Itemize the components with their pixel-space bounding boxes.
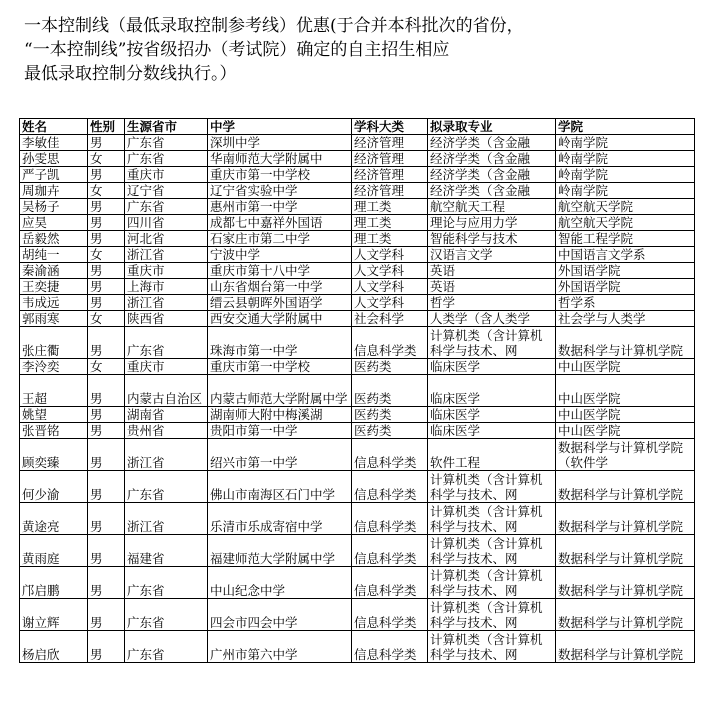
cell-category: 人文学科	[352, 263, 428, 279]
cell-category: 理工类	[352, 199, 428, 215]
cell-college: 数据科学与计算机学院	[556, 327, 695, 359]
cell-major: 计算机类（含计算机科学与技术、网	[428, 327, 556, 359]
cell-school: 绍兴市第一中学	[208, 439, 352, 471]
cell-major: 经济学类（含金融	[428, 135, 556, 151]
cell-name: 何少渝	[20, 471, 88, 503]
cell-name: 李泠奕	[20, 359, 88, 375]
cell-major: 计算机类（含计算机科学与技术、网	[428, 599, 556, 631]
cell-name: 孙雯思	[20, 151, 88, 167]
table-row	[20, 135, 695, 151]
cell-gender: 男	[88, 503, 125, 535]
intro-paragraph	[24, 14, 704, 86]
table-row	[20, 247, 695, 263]
cell-college: 中山医学院	[556, 375, 695, 407]
cell-college: 数据科学与计算机学院	[556, 471, 695, 503]
cell-gender: 男	[88, 599, 125, 631]
table-row	[20, 503, 695, 535]
cell-gender: 男	[88, 327, 125, 359]
cell-school: 内蒙古师范大学附属中学	[208, 375, 352, 407]
cell-name: 王超	[20, 375, 88, 407]
cell-province: 广东省	[125, 199, 208, 215]
cell-province: 广东省	[125, 327, 208, 359]
table-row	[20, 295, 695, 311]
cell-school: 山东省烟台第一中学	[208, 279, 352, 295]
cell-category: 信息科学类	[352, 567, 428, 599]
cell-school: 西安交通大学附属中	[208, 311, 352, 327]
column-header-name: 姓名	[20, 119, 88, 135]
cell-province: 福建省	[125, 535, 208, 567]
cell-province: 广东省	[125, 151, 208, 167]
cell-name: 张晋铭	[20, 423, 88, 439]
cell-gender: 男	[88, 407, 125, 423]
cell-province: 上海市	[125, 279, 208, 295]
cell-province: 广东省	[125, 135, 208, 151]
table-row	[20, 279, 695, 295]
cell-province: 内蒙古自治区	[125, 375, 208, 407]
cell-name: 李敏佳	[20, 135, 88, 151]
cell-college: 数据科学与计算机学院	[556, 535, 695, 567]
column-header-college: 学院	[556, 119, 695, 135]
cell-major: 软件工程	[428, 439, 556, 471]
cell-school: 辽宁省实验中学	[208, 183, 352, 199]
column-header-category: 学科大类	[352, 119, 428, 135]
cell-name: 周珈卉	[20, 183, 88, 199]
cell-school: 缙云县朝晖外国语学	[208, 295, 352, 311]
cell-name: 秦渝涵	[20, 263, 88, 279]
cell-gender: 男	[88, 135, 125, 151]
cell-name: 黄雨庭	[20, 535, 88, 567]
cell-category: 经济管理	[352, 167, 428, 183]
cell-college: 岭南学院	[556, 183, 695, 199]
cell-gender: 男	[88, 295, 125, 311]
cell-gender: 男	[88, 167, 125, 183]
cell-major: 英语	[428, 263, 556, 279]
cell-category: 理工类	[352, 231, 428, 247]
intro-line: 一本控制线（最低录取控制参考线）优惠(于合并本科批次的省份，	[24, 16, 524, 36]
cell-major: 临床医学	[428, 423, 556, 439]
cell-major: 计算机类（含计算机科学与技术、网	[428, 471, 556, 503]
cell-major: 理论与应用力学	[428, 215, 556, 231]
cell-category: 经济管理	[352, 151, 428, 167]
cell-college: 航空航天学院	[556, 199, 695, 215]
cell-name: 姚望	[20, 407, 88, 423]
cell-gender: 男	[88, 567, 125, 599]
cell-major: 计算机类（含计算机科学与技术、网	[428, 631, 556, 663]
cell-major: 计算机类（含计算机科学与技术、网	[428, 535, 556, 567]
cell-college: 中山医学院	[556, 423, 695, 439]
cell-school: 乐清市乐成寄宿中学	[208, 503, 352, 535]
table-row	[20, 151, 695, 167]
cell-category: 理工类	[352, 215, 428, 231]
cell-category: 经济管理	[352, 135, 428, 151]
cell-school: 佛山市南海区石门中学	[208, 471, 352, 503]
column-header-province: 生源省市	[125, 119, 208, 135]
cell-gender: 女	[88, 183, 125, 199]
cell-name: 郭雨寒	[20, 311, 88, 327]
cell-category: 信息科学类	[352, 503, 428, 535]
cell-college: 社会学与人类学	[556, 311, 695, 327]
cell-school: 广州市第六中学	[208, 631, 352, 663]
cell-school: 宁波中学	[208, 247, 352, 263]
column-header-school: 中学	[208, 119, 352, 135]
cell-school: 四会市四会中学	[208, 599, 352, 631]
cell-school: 珠海市第一中学	[208, 327, 352, 359]
table-row	[20, 215, 695, 231]
cell-school: 重庆市第一中学校	[208, 167, 352, 183]
cell-name: 顾奕臻	[20, 439, 88, 471]
cell-gender: 男	[88, 631, 125, 663]
table-row	[20, 231, 695, 247]
cell-school: 湖南师大附中梅溪湖	[208, 407, 352, 423]
cell-college: 中山医学院	[556, 359, 695, 375]
table-row	[20, 375, 695, 407]
cell-gender: 男	[88, 199, 125, 215]
cell-college: 外国语学院	[556, 263, 695, 279]
column-header-gender: 性别	[88, 119, 125, 135]
cell-gender: 男	[88, 471, 125, 503]
cell-gender: 男	[88, 231, 125, 247]
cell-category: 医药类	[352, 359, 428, 375]
cell-category: 信息科学类	[352, 535, 428, 567]
cell-gender: 男	[88, 215, 125, 231]
cell-province: 浙江省	[125, 439, 208, 471]
table-row	[20, 631, 695, 663]
cell-name: 邝启鹏	[20, 567, 88, 599]
cell-gender: 男	[88, 423, 125, 439]
table-row	[20, 535, 695, 567]
intro-line: “一本控制线”按省级招办（考试院）确定的自主招生相应	[24, 40, 450, 60]
cell-gender: 女	[88, 247, 125, 263]
table-row	[20, 471, 695, 503]
cell-province: 重庆市	[125, 359, 208, 375]
cell-province: 陕西省	[125, 311, 208, 327]
table-row	[20, 167, 695, 183]
cell-major: 汉语言文学	[428, 247, 556, 263]
cell-gender: 女	[88, 359, 125, 375]
cell-category: 医药类	[352, 423, 428, 439]
cell-school: 惠州市第一中学	[208, 199, 352, 215]
cell-province: 广东省	[125, 471, 208, 503]
cell-major: 经济学类（含金融	[428, 151, 556, 167]
table-row	[20, 359, 695, 375]
cell-college: 数据科学与计算机学院（软件学	[556, 439, 695, 471]
cell-school: 成都七中嘉祥外国语	[208, 215, 352, 231]
cell-category: 信息科学类	[352, 327, 428, 359]
cell-category: 信息科学类	[352, 631, 428, 663]
cell-college: 岭南学院	[556, 167, 695, 183]
cell-province: 广东省	[125, 567, 208, 599]
cell-college: 中国语言文学系	[556, 247, 695, 263]
cell-name: 张庄衢	[20, 327, 88, 359]
cell-school: 华南师范大学附属中	[208, 151, 352, 167]
cell-school: 贵阳市第一中学	[208, 423, 352, 439]
cell-province: 浙江省	[125, 247, 208, 263]
cell-category: 经济管理	[352, 183, 428, 199]
table-header-row	[20, 119, 695, 135]
cell-college: 中山医学院	[556, 407, 695, 423]
intro-line: 最低录取控制分数线执行。）	[24, 64, 237, 84]
cell-gender: 男	[88, 279, 125, 295]
cell-school: 中山纪念中学	[208, 567, 352, 599]
cell-college: 外国语学院	[556, 279, 695, 295]
cell-gender: 男	[88, 439, 125, 471]
table-row	[20, 599, 695, 631]
cell-college: 岭南学院	[556, 151, 695, 167]
cell-gender: 女	[88, 311, 125, 327]
cell-name: 胡纯一	[20, 247, 88, 263]
cell-major: 计算机类（含计算机科学与技术、网	[428, 503, 556, 535]
column-header-major: 拟录取专业	[428, 119, 556, 135]
cell-major: 人类学（含人类学	[428, 311, 556, 327]
cell-province: 辽宁省	[125, 183, 208, 199]
cell-major: 经济学类（含金融	[428, 167, 556, 183]
table-row	[20, 567, 695, 599]
table-row	[20, 199, 695, 215]
cell-category: 医药类	[352, 375, 428, 407]
cell-province: 广东省	[125, 599, 208, 631]
table-row	[20, 439, 695, 471]
table-row	[20, 423, 695, 439]
cell-category: 医药类	[352, 407, 428, 423]
cell-college: 岭南学院	[556, 135, 695, 151]
cell-province: 湖南省	[125, 407, 208, 423]
cell-school: 石家庄市第二中学	[208, 231, 352, 247]
cell-name: 杨启欣	[20, 631, 88, 663]
cell-gender: 男	[88, 263, 125, 279]
cell-college: 数据科学与计算机学院	[556, 599, 695, 631]
cell-category: 信息科学类	[352, 471, 428, 503]
table-body	[20, 135, 695, 663]
cell-major: 临床医学	[428, 375, 556, 407]
cell-school: 重庆市第十八中学	[208, 263, 352, 279]
cell-college: 数据科学与计算机学院	[556, 567, 695, 599]
cell-province: 重庆市	[125, 263, 208, 279]
cell-name: 吴杨子	[20, 199, 88, 215]
cell-category: 人文学科	[352, 247, 428, 263]
cell-gender: 男	[88, 375, 125, 407]
cell-major: 英语	[428, 279, 556, 295]
admission-table	[19, 118, 695, 663]
cell-major: 临床医学	[428, 407, 556, 423]
table-row	[20, 407, 695, 423]
cell-province: 浙江省	[125, 295, 208, 311]
cell-province: 浙江省	[125, 503, 208, 535]
cell-major: 哲学	[428, 295, 556, 311]
table-row	[20, 327, 695, 359]
cell-name: 王奕捷	[20, 279, 88, 295]
cell-major: 航空航天工程	[428, 199, 556, 215]
table-row	[20, 311, 695, 327]
cell-school: 重庆市第一中学校	[208, 359, 352, 375]
cell-gender: 女	[88, 151, 125, 167]
cell-college: 数据科学与计算机学院	[556, 631, 695, 663]
cell-major: 经济学类（含金融	[428, 183, 556, 199]
cell-school: 福建师范大学附属中学	[208, 535, 352, 567]
cell-name: 韦成远	[20, 295, 88, 311]
cell-province: 四川省	[125, 215, 208, 231]
cell-category: 信息科学类	[352, 599, 428, 631]
cell-college: 数据科学与计算机学院	[556, 503, 695, 535]
cell-province: 贵州省	[125, 423, 208, 439]
table-row	[20, 183, 695, 199]
cell-category: 人文学科	[352, 295, 428, 311]
cell-name: 谢立辉	[20, 599, 88, 631]
cell-province: 河北省	[125, 231, 208, 247]
cell-major: 智能科学与技术	[428, 231, 556, 247]
cell-category: 社会科学	[352, 311, 428, 327]
cell-category: 人文学科	[352, 279, 428, 295]
cell-name: 严子凯	[20, 167, 88, 183]
cell-province: 重庆市	[125, 167, 208, 183]
cell-college: 航空航天学院	[556, 215, 695, 231]
cell-gender: 男	[88, 535, 125, 567]
cell-category: 信息科学类	[352, 439, 428, 471]
cell-school: 深圳中学	[208, 135, 352, 151]
cell-major: 临床医学	[428, 359, 556, 375]
cell-province: 广东省	[125, 631, 208, 663]
cell-college: 哲学系	[556, 295, 695, 311]
cell-name: 应昊	[20, 215, 88, 231]
cell-name: 岳毅然	[20, 231, 88, 247]
cell-college: 智能工程学院	[556, 231, 695, 247]
cell-major: 计算机类（含计算机科学与技术、网	[428, 567, 556, 599]
table-row	[20, 263, 695, 279]
cell-name: 黄途亮	[20, 503, 88, 535]
